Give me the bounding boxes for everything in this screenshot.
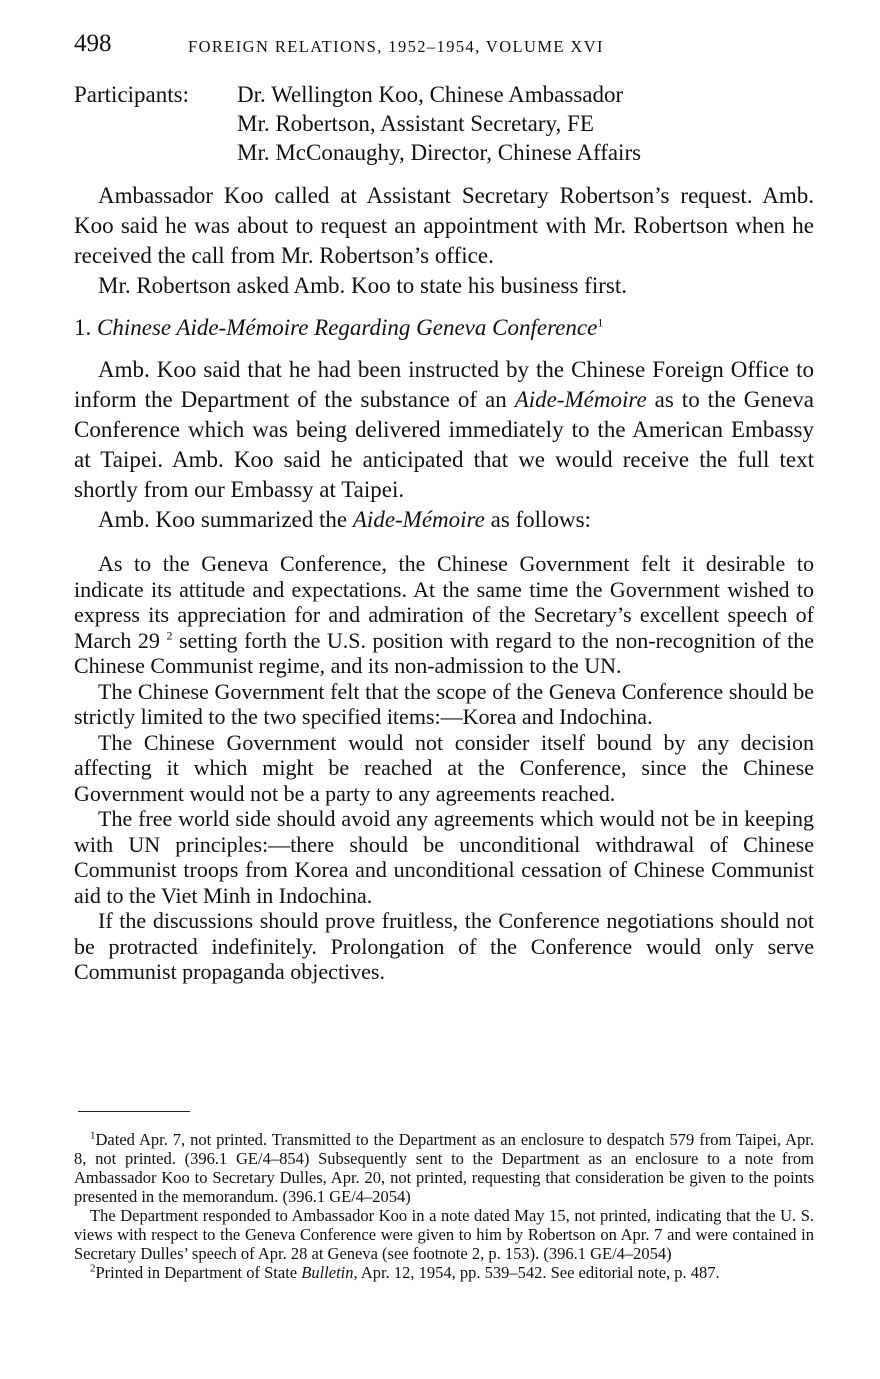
section-heading [74, 313, 814, 343]
footnote-ref: 1 [597, 315, 604, 330]
text-run: Amb. Koo summarized the [98, 507, 348, 532]
section-number: 1. [74, 315, 92, 340]
footnote-item [74, 1130, 814, 1206]
text-run: setting forth the U.S. position with regard to the non-recognition of the Chinese Communist regime, and its non-admission to the UN. [74, 627, 815, 678]
text-run: As to the Geneva Conference, the Chinese Government felt it desirable to indicate its attitude and expectations. At the same time the Government wished to express its appreciation for and admiration of the Secretary’s excellent speech of March 29 [74, 551, 814, 653]
italic-term: Bulletin, [301, 1263, 358, 1282]
running-head [74, 30, 814, 64]
running-title: FOREIGN RELATIONS, 1952–1954, VOLUME XVI [188, 37, 604, 56]
participants-label: Participants: [74, 82, 189, 107]
intro-paragraph: Ambassador Koo called at Assistant Secretary Robertson’s request. Amb. Koo said he was about to request an appointment with Mr. Robertson when he received the call from Mr. Robertson’s office. [74, 183, 814, 268]
body-paragraph [74, 505, 814, 535]
footnotes [74, 1130, 814, 1282]
footnote-item [74, 1263, 814, 1282]
footnote-text: Printed in Department of State [95, 1263, 298, 1282]
text-run: Amb. Koo said that he had been instructed by the Chinese Foreign Office to inform the Department of the substance of an [74, 357, 814, 412]
footnote-text: Dated Apr. 7, not printed. Transmitted to the Department as an enclosure to despatch 579 from Taipei, Apr. 8, not printed. (396.1 GE/4–854) Subsequently sent to the Department as an enclosure to a note from Ambassador Koo to Secretary Dulles, Apr. 20, not printed, requesting that consideration be given to the points presented in the memorandum. (396.1 GE/4–2054) [74, 1130, 814, 1206]
summary-paragraph [74, 551, 814, 679]
summary-paragraph: The Chinese Government felt that the scope of the Geneva Conference should be strictly limited to the two specified items:—Korea and Indochina. [74, 678, 814, 729]
footnote-divider [78, 1111, 190, 1112]
aide-memoire-summary [74, 551, 814, 985]
participant-item: Dr. Wellington Koo, Chinese Ambassador [237, 82, 624, 107]
summary-paragraph: The Chinese Government would not consider itself bound by any decision affecting it which might be reached at the Conference, since the Chinese Government would not be a party to any agreements reached. [74, 729, 814, 806]
footnote-marker: 2 [90, 1262, 96, 1275]
italic-term: Aide-Mémoire [514, 387, 647, 412]
summary-paragraph: The free world side should avoid any agreements which would not be in keeping with UN principles:—there should be unconditional withdrawal of Chinese Communist troops from Korea and unconditional cessation of Chinese Communist aid to the Viet Minh in Indochina. [74, 806, 814, 908]
italic-term: Aide-Mémoire [352, 507, 485, 532]
page-number: 498 [74, 30, 112, 57]
text-run: as follows: [490, 507, 591, 532]
body-paragraph [74, 355, 814, 505]
summary-paragraph: If the discussions should prove fruitless, the Conference negotiations should not be protracted indefinitely. Prolongation of the Conference would only serve Communist propaganda objectives. [74, 908, 814, 984]
text-run: as to the Geneva Conference which was being delivered immediately to the American Embassy at Taipei. Amb. Koo said he anticipated that we would receive the full text shortly from our Embassy at Taipei. [74, 387, 814, 502]
participant-item: Mr. Robertson, Assistant Secretary, FE [237, 111, 594, 136]
participant-item: Mr. McConaughy, Director, Chinese Affairs [237, 140, 642, 165]
participants-list [237, 80, 641, 167]
footnote-item: The Department responded to Ambassador Koo in a note dated May 15, not printed, indicating that the U. S. views with respect to the Geneva Conference were given to him by Robertson on Apr. 7 and were contained in Secretary Dulles’ speech of Apr. 28 at Geneva (see footnote 2, p. 153). (396.1 GE/4–2054) [74, 1206, 814, 1263]
footnote-text: Apr. 12, 1954, pp. 539–542. See editorial note, p. 487. [360, 1263, 720, 1282]
footnote-ref: 2 [166, 628, 173, 643]
memo-body [74, 181, 814, 535]
footnote-marker: 1 [90, 1129, 96, 1142]
section-heading-text: Chinese Aide-Mémoire Regarding Geneva Conference [97, 315, 598, 340]
intro-paragraph: Mr. Robertson asked Amb. Koo to state his business first. [98, 273, 627, 298]
